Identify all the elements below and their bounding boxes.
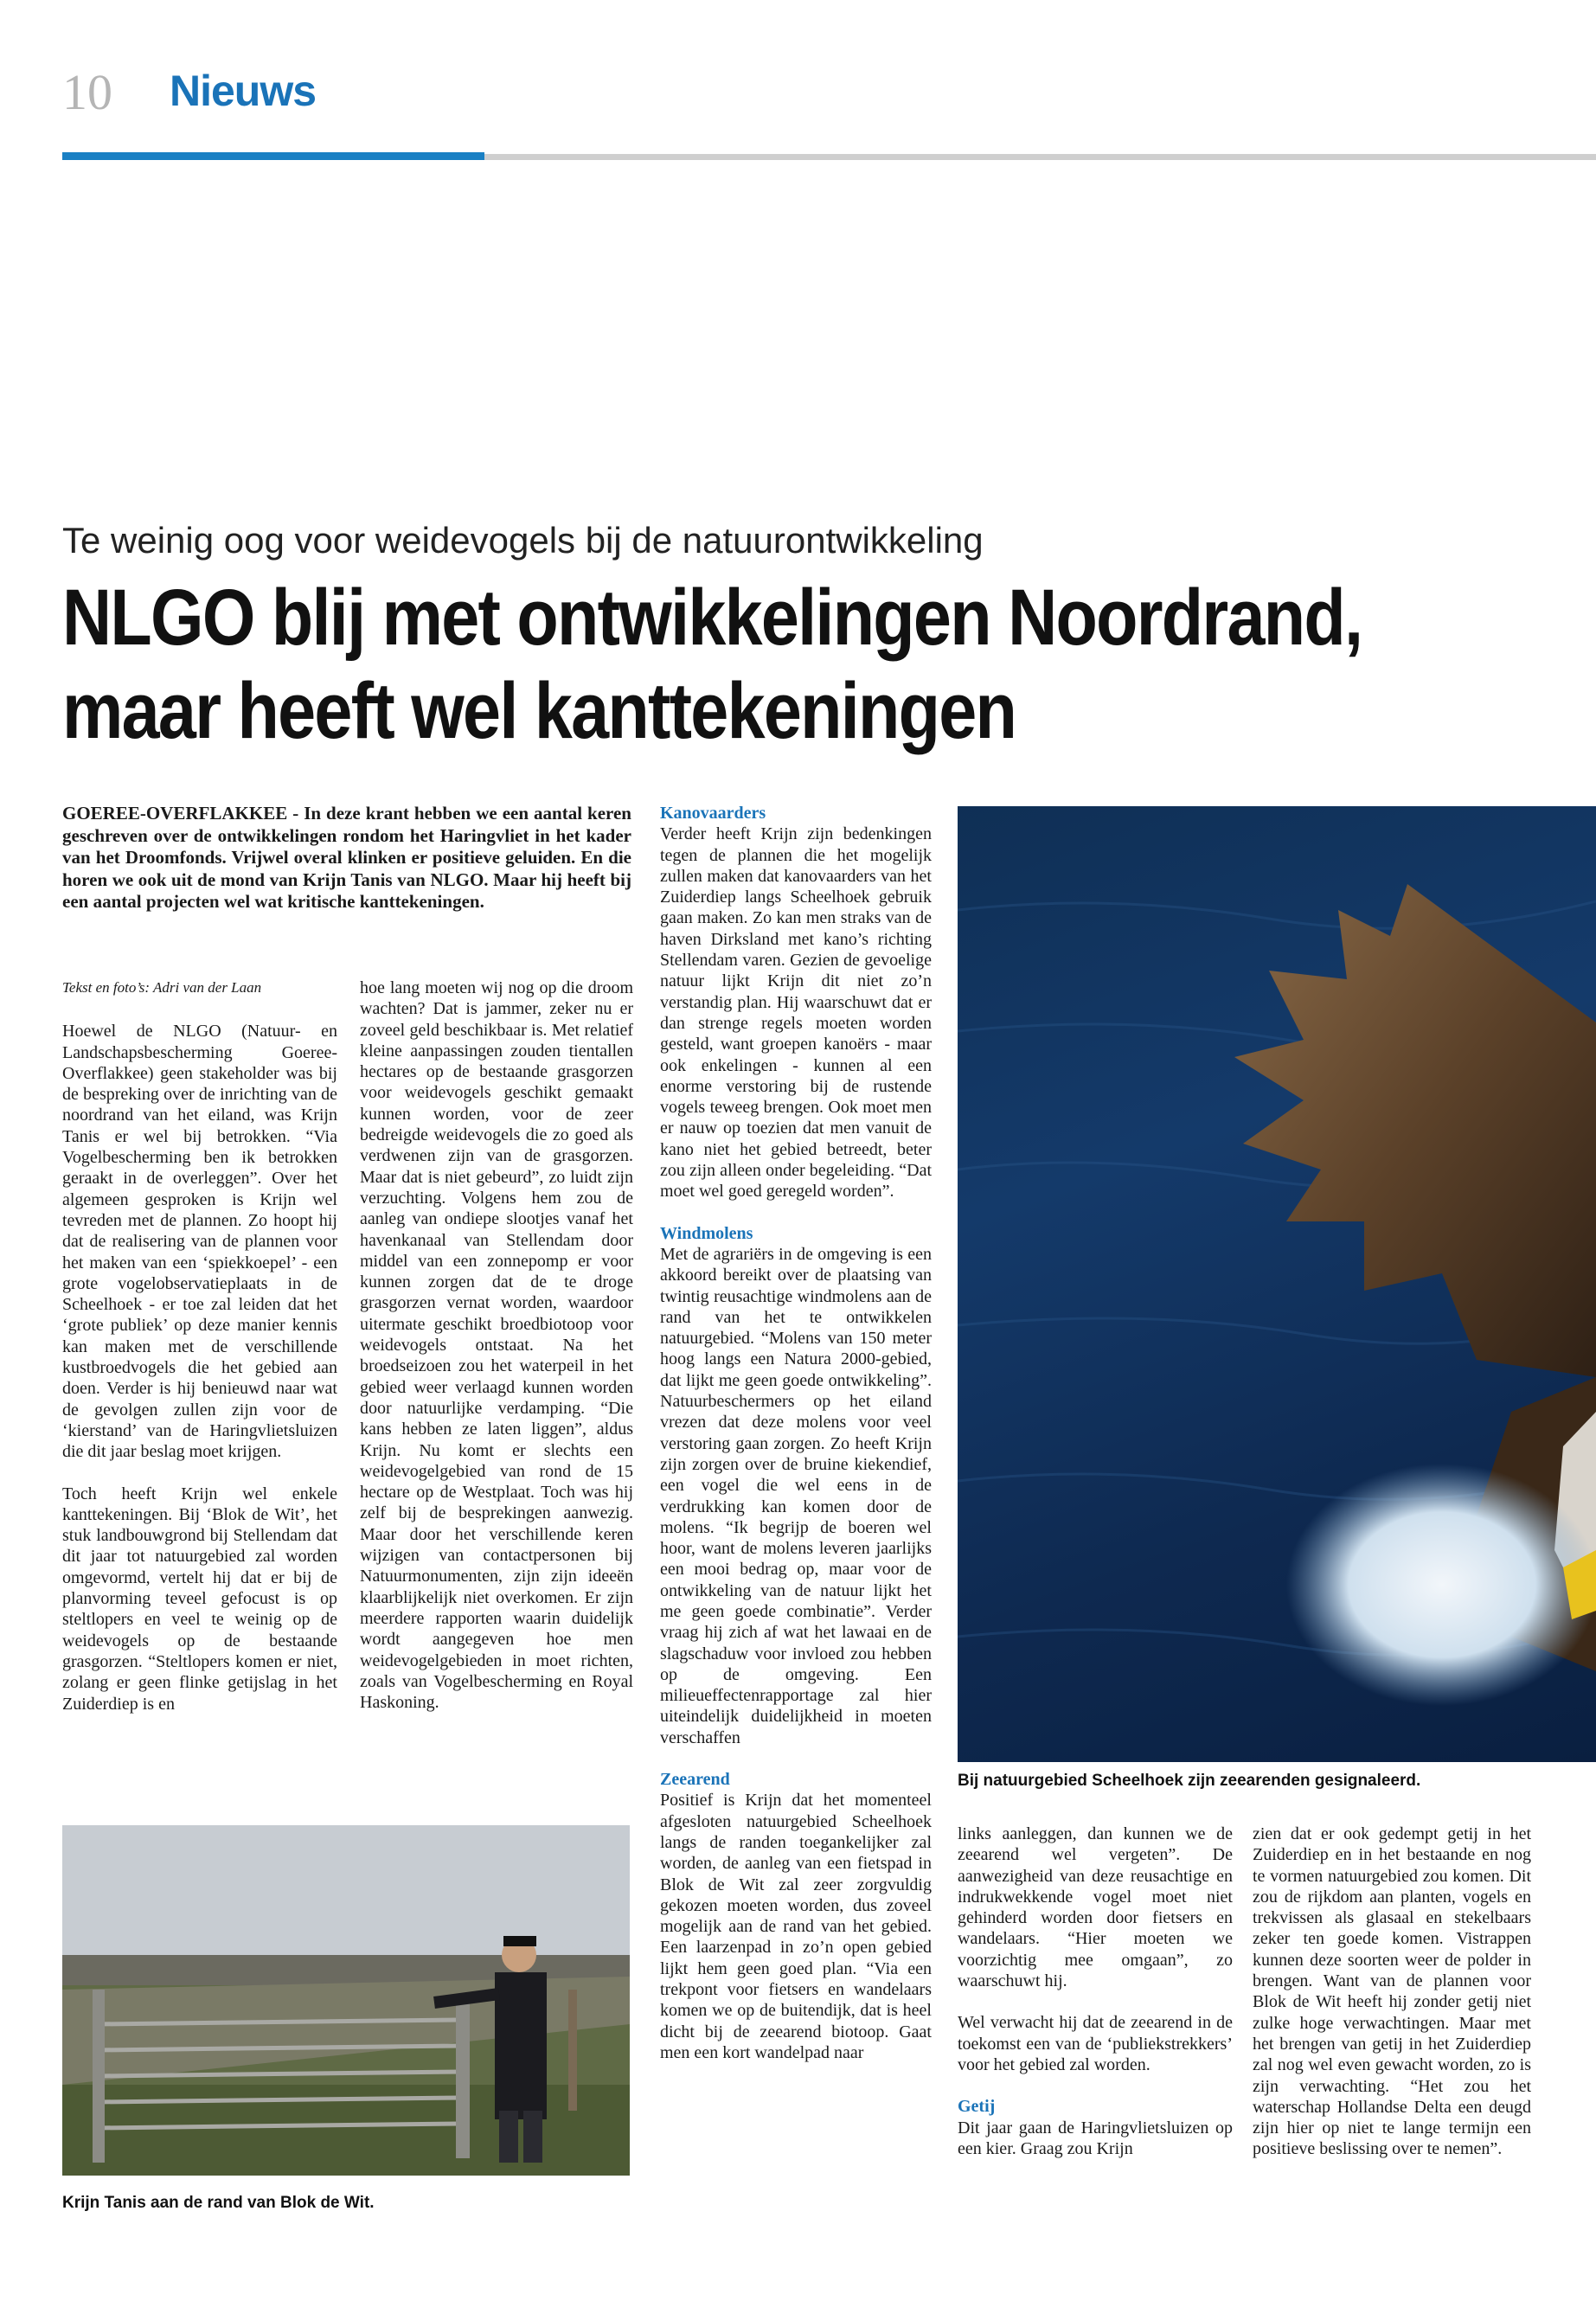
paragraph: Toch heeft Krijn wel enkele kanttekeningen. Bij ‘Blok de Wit’, het stuk landbouwgrond bij Stellendam dat dit jaar tot natuurgebied zal worden omgevormd, vertelt hij dat er bij de planvorming teveel gefocust is op steltlopers en veel te weinig op de weidevogels op de bestaande grasgorzen. “Steltlopers komen er niet, zolang er geen flinke getijslag in het Zuiderdiep is en [62, 1484, 337, 1714]
article-lead: GOEREE-OVERFLAKKEE - In deze krant hebben we een aantal keren geschreven over de ontwikkelingen rondom het Haringvliet in het kader van het Droomfonds. Vrijwel overal klinken er positieve geluiden. En die horen we ook uit de mond van Krijn Tanis van NLGO. Maar hij heeft bij een aantal projecten wel wat kritische kanttekeningen. [62, 803, 631, 912]
paragraph: hoe lang moeten wij nog op die droom wachten? Dat is jammer, zeker nu er zoveel geld beschikbaar is. Met relatief kleine aanpassingen zouden tientallen hectares op de bestaande grasgorzen voor weidevogels geschikt gemaakt kunnen worden, voor de zeer bedreigde weidevogels die zo goed als verdwenen zijn van de grasgorzen. Maar dat is niet gebeurd”, zo luidt zijn verzuchting. Volgens hem zou de aanleg van ondiepe slootjes vanaf het havenkanaal van Stellendam door middel van een zonnepomp er voor kunnen zorgen dat de te droge grasgorzen vernat worden, waardoor uitermate geschikt broedbiotoop voor weidevogels ontstaat. Na het broedseizoen zou het waterpeil in het gebied weer verlaagd kunnen worden door natuurlijke verdamping. “Die kans hebben ze laten liggen”, aldus Krijn. Nu komt er slechts een weidevogelgebied van rond de 15 hectare op de Westplaat. Toch was hij zelf bij de besprekingen aanwezig. Maar door het verschillende keren wijzigen van contactpersonen bij Natuurmonumenten, zijn zijn ideeën klaarblijkelijk niet overkomen. Er zijn meerdere rapporten waarin duidelijk wordt aangegeven hoe men weidevogelgebieden in moet richten, zoals van Vogelbescherming en Royal Haskoning. [360, 978, 633, 1713]
subheading-windmolens: Windmolens [660, 1223, 753, 1243]
subheading-zeearend: Zeearend [660, 1770, 730, 1790]
subheading-getij: Getij [958, 2097, 996, 2117]
header-rule [484, 154, 1596, 160]
photo-credit: Tekst en foto’s: Adri van der Laan [62, 979, 262, 996]
section-title: Nieuws [170, 67, 317, 115]
eagle-photo [958, 806, 1596, 1762]
eagle-photo-caption: Bij natuurgebied Scheelhoek zijn zeearenden gesignaleerd. [958, 1772, 1421, 1790]
paragraph: Wel verwacht hij dat de zeearend in de toekomst een van de ‘publiekstrekkers’ voor het gebied zal worden. [958, 2013, 1233, 2074]
page-number: 10 [62, 64, 112, 120]
article-column-2 [360, 977, 633, 1734]
article-column-4 [958, 1823, 1233, 2180]
article-kicker: Te weinig oog voor weidevogels bij de natuurontwikkeling [62, 520, 984, 561]
paragraph: links aanleggen, dan kunnen we de zeearend wel vergeten”. De aanwezigheid van deze reusachtige en indrukwekkende vogel moet niet gehinderd worden door fietsers en wandelaars. “Hier moeten we voorzichtig mee omgaan”, zo waarschuwt hij. [958, 1824, 1233, 1991]
article-headline: NLGO blij met ontwikkelingen Noordrand, maar heeft wel kanttekeningen [62, 574, 1362, 755]
paragraph: Dit jaar gaan de Haringvlietsluizen op een kier. Graag zou Krijn [958, 2118, 1233, 2158]
paragraph: Verder heeft Krijn zijn bedenkingen tegen de plannen die het mogelijk zullen maken dat kanovaarders van het Zuiderdiep langs Scheelhoek gebruik gaan maken. Zo kan men straks van de haven Dirksland met kano’s richting Stellendam varen. Gezien de gevoelige natuur lijkt Krijn dit niet zo’n verstandig plan. Hij waarschuwt dat er dan strenge regels moeten worden gesteld, want groepen kanoërs - maar ook enkelingen - kunnen al een enorme verstoring bij de rustende vogels teweeg brengen. Ook moet men er nauw op toezien dat men vanuit de kano niet het gebied betreedt, beter zou zijn alleen onder begeleiding. “Dat moet wel goed geregeld worden”. [660, 824, 932, 1202]
header-rule-accent [62, 152, 484, 160]
paragraph: Hoewel de NLGO (Natuur- en Landschapsbescherming Goeree-Overflakkee) geen stakeholder was bij de bespreking over de inrichting van de noordrand van het eiland, was Krijn Tanis er wel bij betrokken. “Via Vogelbescherming ben ik betrokken geraakt in de overleggen”. Over het algemeen gesproken is Krijn wel tevreden met de plannen. Zo hoopt hij dat de realisering van de plannen voor het maken van een ‘spiekkoepel’ - een grote vogelobservatieplaats in de Scheelhoek - er toe zal leiden dat het ‘grote publiek’ op deze manier kennis kan maken met de verschillende kustbroedvogels die het gebied aan doen. Verder is hij benieuwd naar wat de gevolgen zullen zijn voor de ‘kierstand’ van de Haringvlietsluizen die dit jaar beslag moet krijgen. [62, 1022, 337, 1462]
paragraph: zien dat er ook gedempt getij in het Zuiderdiep en in het bestaande en nog te vormen natuurgebied zou komen. Dit zou de rijkdom aan planten, vogels en trekvissen als glasaal en stekelbaars zeker ten goede komen. Vistrappen kunnen deze soorten weer de polder in brengen. Want van de plannen voor Blok de Wit heeft hij zonder getij niet zulke hoge verwachtingen. Maar met het brengen van getij in het Zuiderdiep zal nog wel even gewacht worden, zo is zijn verwachting. “Het zou het waterschap Hollandse Delta een deugd zijn hier op niet te lange termijn een positieve beslissing over te nemen”. [1253, 1824, 1531, 2159]
article-column-5 [1253, 1823, 1531, 2181]
paragraph: Positief is Krijn dat het momenteel afgesloten natuurgebied Scheelhoek langs de randen toegankelijker zal worden, de aanleg van een fietspad in Blok de Wit zal zeer zorgvuldig gekozen moeten worden, dus zoveel mogelijk aan de rand van het gebied. Een laarzenpad in zo’n open gebied lijkt hem geen goed plan. “Via een trekpont voor fietsers en wandelaars komen we op de buitendijk, dat is heel dicht bij de zeearend biotoop. Gaat men een kort wandelpad naar [660, 1791, 932, 2062]
farm-photo [62, 1825, 630, 2176]
article-column-1 [62, 977, 337, 1735]
article-column-3 [660, 803, 932, 2084]
subheading-kanovaarders: Kanovaarders [660, 804, 766, 823]
farm-photo-caption: Krijn Tanis aan de rand van Blok de Wit. [62, 2194, 375, 2212]
paragraph: Met de agrariërs in de omgeving is een akkoord bereikt over de plaatsing van twintig reusachtige windmolens aan de rand van het te ontwikkelen natuurgebied. “Molens van 150 meter hoog langs een Natura 2000-gebied, dat lijkt me geen goede ontwikkeling”. Natuurbeschermers op het eiland vrezen dat deze molens voor veel verstoring gaan zorgen. Zo heeft Krijn zijn zorgen over de bruine kiekendief, een vogel die wel eens in de verdrukking kan komen door de molens. “Ik begrijp de boeren wel hoor, want de molens leveren jaarlijks een mooi bedrag op, maar voor de ontwikkeling van de natuur lijkt het me geen goede combinatie”. Verder vraag hij zich af wat het lawaai en de slagschaduw voor invloed zou hebben op de omgeving. Een milieueffectenrapportage zal hier uiteindelijk duidelijkheid in moeten verschaffen [660, 1244, 932, 1747]
